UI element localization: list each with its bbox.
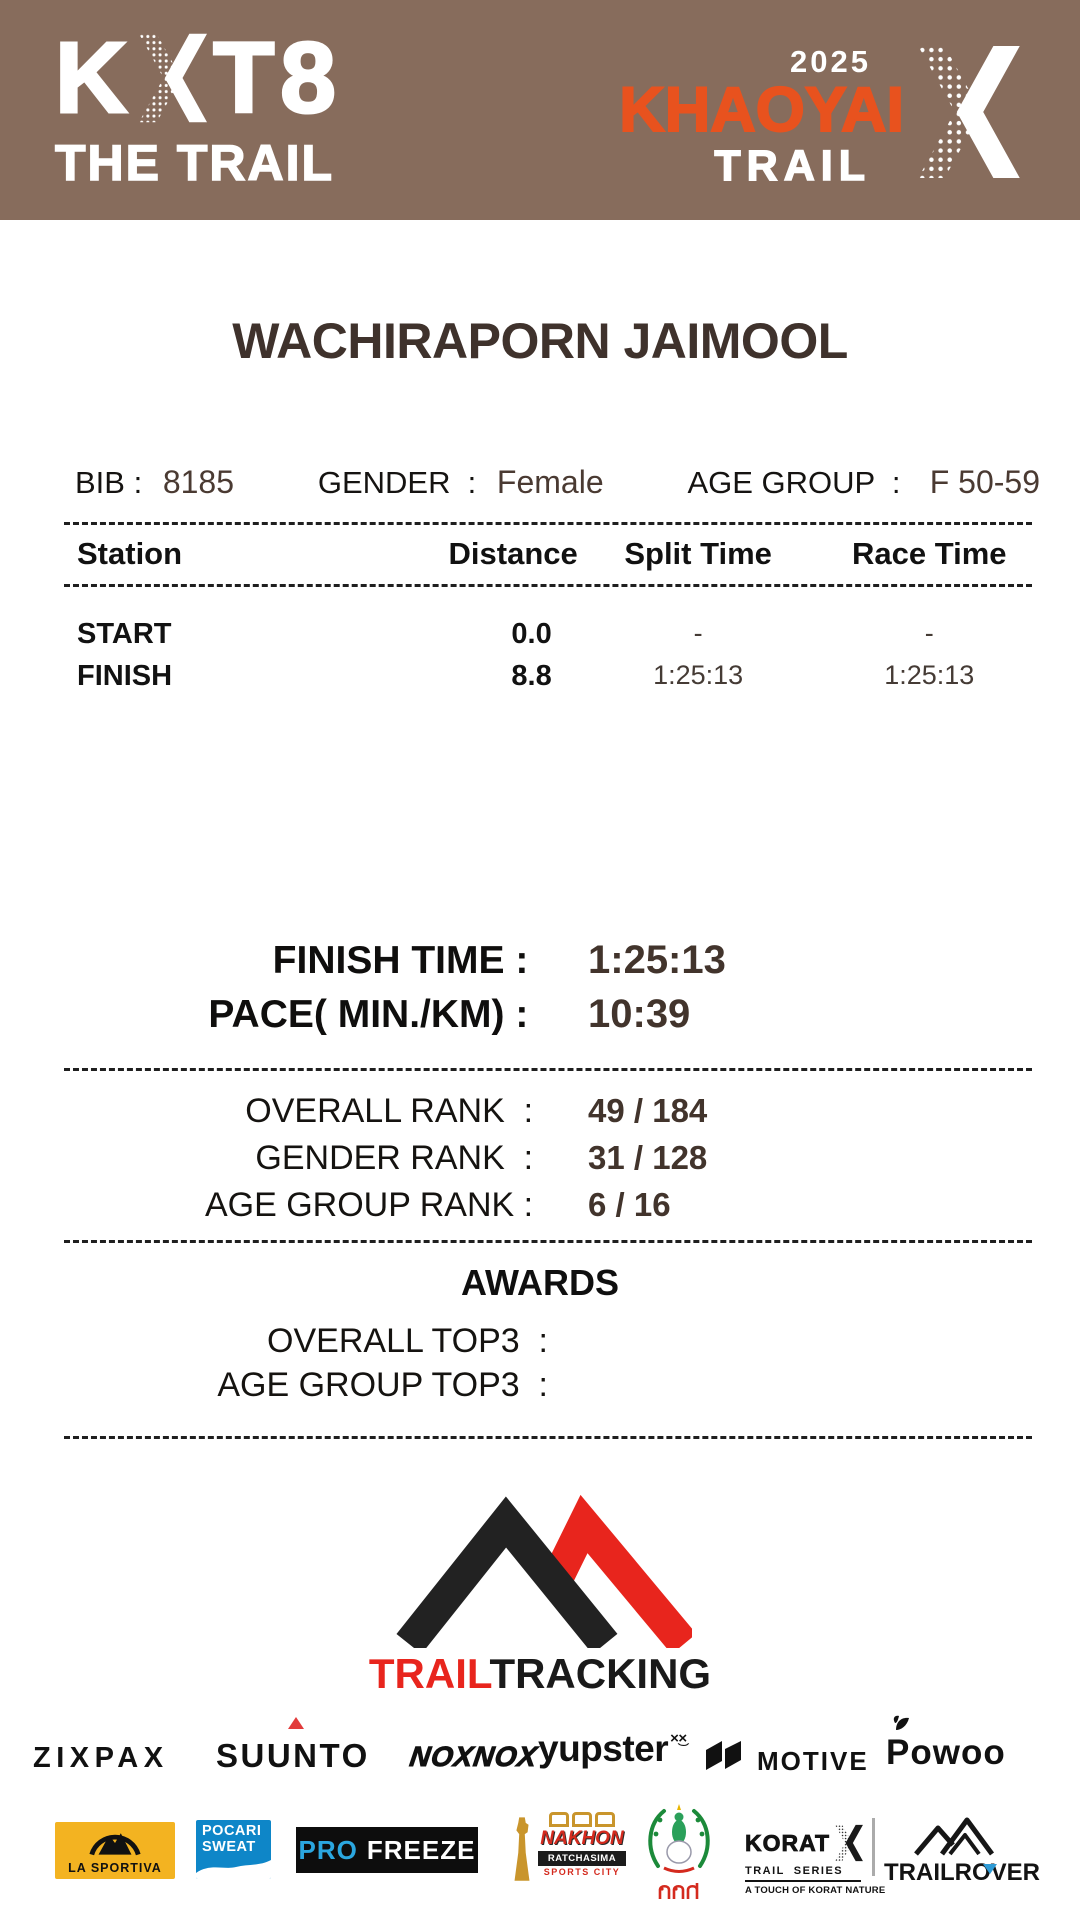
race-time-cell: - xyxy=(924,618,934,648)
column-header-distance: Distance xyxy=(448,536,578,571)
bib-label: BIB : xyxy=(75,465,151,500)
nakhon-gate-icon xyxy=(538,1812,626,1827)
yupster-wordmark: yupster xyxy=(538,1728,669,1769)
split-time-cell: 1:25:13 xyxy=(653,660,744,690)
finish-time-value: 1:25:13 xyxy=(588,938,726,982)
race-word-trail: TRAIL xyxy=(714,142,871,190)
race-name: KHAOYAI xyxy=(619,75,904,145)
dashed-divider xyxy=(64,1068,1032,1071)
la-sportiva-mountain-icon xyxy=(84,1825,146,1857)
sat-thai-text-icon xyxy=(657,1881,701,1901)
table-row-start xyxy=(77,618,1040,651)
trailtracking-mountains-icon xyxy=(388,1492,692,1648)
splits-table-header xyxy=(77,536,1040,572)
gender-rank-label: GENDER RANK : xyxy=(255,1139,552,1177)
pocari-line1: POCARI xyxy=(202,1823,262,1839)
station-cell: START xyxy=(77,618,172,650)
bib-field xyxy=(75,464,234,501)
nakhon-line2: RATCHASIMA xyxy=(538,1851,626,1866)
pocari-wave-icon xyxy=(196,1857,271,1879)
footer-vertical-divider xyxy=(872,1818,875,1876)
sponsor-zixpax: ZIXPAX xyxy=(33,1742,169,1774)
column-header-split-time: Split Time xyxy=(624,536,772,571)
gate-arch xyxy=(595,1812,615,1827)
nakhon-line1: NAKHON xyxy=(540,1828,624,1849)
kxt8-subtitle: THE TRAIL xyxy=(55,135,335,191)
finish-time-row xyxy=(0,938,1080,983)
race-year: 2025 xyxy=(790,44,871,79)
kxt8-letter-k: K xyxy=(55,21,134,134)
pace-label: PACE( MIN./KM) : xyxy=(208,993,550,1036)
age-group-rank-value: 6 / 16 xyxy=(588,1186,671,1223)
gate-arch xyxy=(572,1812,592,1827)
age-group-field xyxy=(687,464,1040,501)
table-row-finish xyxy=(77,660,1040,693)
gender-rank-value: 31 / 128 xyxy=(588,1139,708,1176)
powoo-leaf-icon xyxy=(890,1714,914,1732)
age-group-top3-row xyxy=(0,1366,1080,1405)
column-header-race-time: Race Time xyxy=(851,536,1007,571)
gate-arch xyxy=(549,1812,569,1827)
sponsor-la-sportiva xyxy=(55,1822,175,1879)
korat-tagline: A TOUCH OF KORAT NATURE xyxy=(745,1885,886,1896)
distance-cell: 8.8 xyxy=(511,660,552,692)
yupster-smiley-icon: ×͜× xyxy=(670,1730,687,1747)
overall-rank-value: 49 / 184 xyxy=(588,1092,708,1129)
station-cell: FINISH xyxy=(77,660,173,692)
sponsor-pro-freeze xyxy=(296,1827,478,1873)
suunto-triangle-icon xyxy=(288,1717,304,1729)
column-header-station: Station xyxy=(77,536,183,571)
sponsor-noxnox: NOXNOX xyxy=(407,1741,540,1772)
kxt8-letter-t8: T8 xyxy=(213,21,342,134)
kxt8-logo xyxy=(55,21,342,192)
kxt8-wordmark xyxy=(55,21,342,134)
sponsor-nakhon-ratchasima xyxy=(508,1812,628,1898)
overall-top3-label: OVERALL TOP3 : xyxy=(267,1322,548,1360)
header-banner xyxy=(0,0,1080,220)
trailrover-label: TRAILROVER xyxy=(884,1859,1040,1886)
sponsor-trailrover xyxy=(884,1812,1040,1887)
khaoyai-trail-logo xyxy=(577,40,1047,190)
la-sportiva-label: LA SPORTIVA xyxy=(68,1861,162,1875)
pace-value: 10:39 xyxy=(588,992,691,1036)
pocari-line2: SWEAT xyxy=(202,1838,256,1855)
gender-value: Female xyxy=(496,464,604,500)
gender-label: GENDER : xyxy=(317,465,485,500)
runner-name: WACHIRAPORN JAIMOOL xyxy=(232,313,848,369)
runner-info-row xyxy=(75,464,1040,501)
age-group-label: AGE GROUP : xyxy=(687,465,918,500)
pace-row xyxy=(0,992,1080,1037)
pro-freeze-pro: PRO xyxy=(298,1834,358,1865)
overall-top3-row xyxy=(0,1322,1080,1361)
korat-subtitle: TRAIL SERIES xyxy=(745,1865,844,1877)
dashed-divider xyxy=(64,522,1032,525)
nakhon-text-block xyxy=(538,1812,626,1898)
overall-rank-label: OVERALL RANK : xyxy=(245,1092,552,1130)
overall-rank-row xyxy=(0,1092,1080,1131)
age-group-rank-label: AGE GROUP RANK : xyxy=(204,1186,552,1224)
trailtracking-wordmark xyxy=(0,1650,1080,1698)
sponsor-korat-trail-series xyxy=(745,1822,886,1896)
sponsor-motive: MOTIVE xyxy=(757,1746,869,1776)
age-group-value: F 50-59 xyxy=(929,464,1040,500)
trailrover-wordmark xyxy=(884,1859,1040,1887)
motive-flags-icon xyxy=(705,1741,749,1771)
sponsor-suunto: SUUNTO xyxy=(216,1737,370,1774)
nakhon-line3: SPORTS CITY xyxy=(543,1867,621,1877)
age-group-top3-label: AGE GROUP TOP3 : xyxy=(217,1366,548,1404)
bib-value: 8185 xyxy=(162,464,234,500)
korat-x-icon xyxy=(835,1822,863,1864)
age-group-rank-row xyxy=(0,1186,1080,1225)
sponsor-yupster xyxy=(538,1728,687,1770)
sponsor-pocari-sweat xyxy=(196,1820,271,1879)
khaoyai-x-icon xyxy=(891,46,1047,178)
distance-cell: 0.0 xyxy=(511,618,552,650)
split-time-cell: - xyxy=(693,618,703,648)
pro-freeze-freeze: FREEZE xyxy=(366,1834,476,1865)
dashed-divider xyxy=(64,1240,1032,1243)
kxt8-x-icon xyxy=(139,31,207,125)
awards-title: AWARDS xyxy=(460,1262,619,1303)
korat-divider-line xyxy=(745,1880,861,1882)
race-time-cell: 1:25:13 xyxy=(884,660,975,690)
dashed-divider xyxy=(64,1436,1032,1439)
gender-field xyxy=(318,464,604,501)
trailrover-triangle-icon xyxy=(983,1864,997,1874)
nakhon-statue-icon xyxy=(508,1812,536,1888)
gender-rank-row xyxy=(0,1139,1080,1178)
sponsor-sat-emblem xyxy=(642,1804,716,1906)
finish-time-label: FINISH TIME : xyxy=(272,939,550,982)
sponsor-powoo: Powoo xyxy=(886,1733,1006,1772)
trailrover-mountain-icon xyxy=(912,1812,996,1856)
dashed-divider xyxy=(64,584,1032,587)
korat-wordmark: KORAT xyxy=(745,1829,831,1856)
trailtracking-word-trail: TRAIL xyxy=(368,1650,490,1697)
sat-wreath-icon xyxy=(644,1804,714,1876)
trailtracking-word-tracking: TRACKING xyxy=(489,1650,712,1697)
